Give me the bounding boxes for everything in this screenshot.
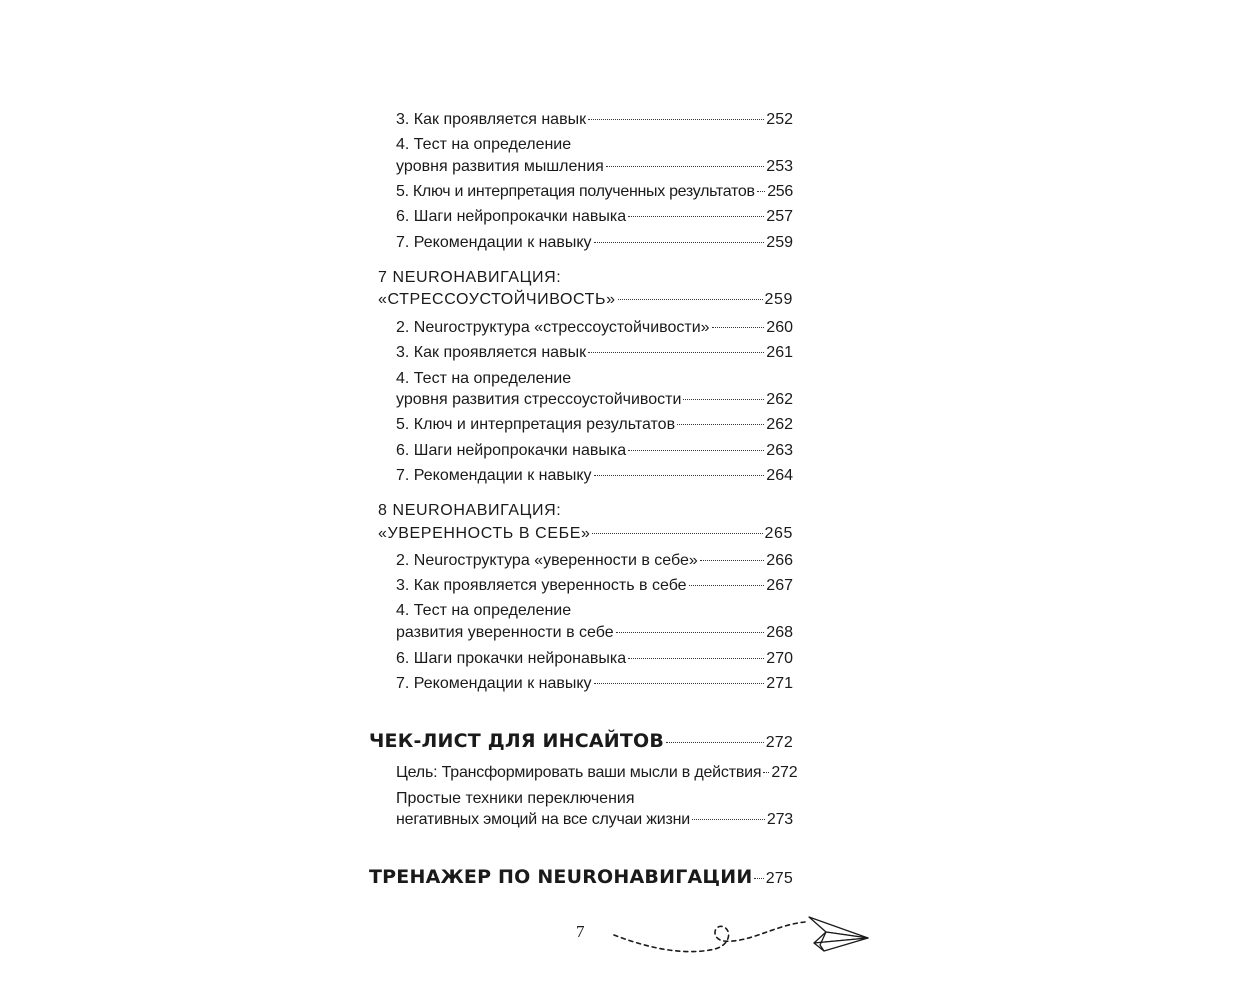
toc-entry[interactable] (396, 441, 793, 461)
toc-entry[interactable] (396, 182, 793, 202)
toc-entry-page: 272 (765, 734, 793, 751)
toc-entry-page: 272 (771, 764, 798, 781)
toc-entry[interactable] (396, 674, 793, 694)
toc-entry-title: 5. Ключ и интерпретация полученных результатов (396, 183, 755, 200)
toc-entry[interactable] (396, 810, 793, 830)
dot-leader (618, 299, 763, 300)
toc-entry-page: 262 (766, 391, 793, 408)
toc-chapter-entry[interactable] (369, 865, 793, 891)
toc-entry-page: 262 (766, 416, 793, 433)
toc-entry-title: уровня развития стрессоустойчивости (396, 391, 682, 408)
dot-leader (712, 327, 765, 328)
dot-leader (588, 352, 764, 353)
toc-entry[interactable] (396, 623, 793, 643)
toc-entry-title: 6. Шаги нейропрокачки навыка (396, 442, 627, 459)
dot-leader (754, 878, 763, 879)
dot-leader (757, 191, 766, 192)
toc-section-entry[interactable] (378, 524, 793, 544)
dot-leader (677, 424, 764, 425)
toc-entry-title: Цель: Трансформировать ваши мысли в действия (396, 764, 762, 781)
page-number: 7 (576, 922, 585, 941)
dot-leader (594, 475, 765, 476)
toc-entry-page: 273 (766, 811, 793, 828)
toc-entry-page: 253 (766, 158, 793, 175)
toc-entry-title-line1: 4. Тест на определение (396, 602, 572, 619)
toc-entry-title: уровня развития мышления (396, 158, 604, 175)
section-heading-line1: 8 NEURОНАВИГАЦИЯ: (378, 502, 562, 519)
dot-leader (683, 399, 764, 400)
paper-plane-icon (600, 905, 875, 970)
toc-chapter-title: ЧЕК-ЛИСТ ДЛЯ ИНСАЙТОВ (369, 730, 665, 752)
toc-entry[interactable] (396, 576, 793, 596)
dot-leader (628, 658, 764, 659)
toc-entry-page: 267 (766, 577, 793, 594)
toc-entry-title: 3. Как проявляется навык (396, 111, 587, 128)
dot-leader (588, 119, 764, 120)
toc-entry-page: 275 (765, 870, 793, 887)
toc-entry-title: 2. Neurоструктура «стрессоустойчивости» (396, 319, 710, 336)
dot-leader (692, 819, 765, 820)
dot-leader (606, 166, 764, 167)
dot-leader (700, 560, 764, 561)
toc-entry[interactable] (396, 110, 793, 130)
toc-entry-title: 7. Рекомендации к навыку (396, 675, 592, 692)
toc-chapter-title: ТРЕНАЖЕР ПО NEURОНАВИГАЦИИ (369, 866, 753, 888)
toc-entry-page: 265 (764, 525, 793, 542)
toc-entry-title: 3. Как проявляется навык (396, 344, 587, 361)
toc-entry-title: «СТРЕССОУСТОЙЧИВОСТЬ» (378, 291, 616, 308)
toc-entry-page: 261 (766, 344, 793, 361)
toc-entry[interactable] (396, 763, 798, 783)
toc-entry-title-line1: Простые техники переключения (396, 790, 635, 807)
toc-section-entry[interactable] (378, 290, 793, 310)
toc-entry-page: 263 (766, 442, 793, 459)
toc-entry-title: 6. Шаги нейропрокачки навыка (396, 208, 627, 225)
toc-entry-title: 7. Рекомендации к навыку (396, 467, 592, 484)
toc-entry-page: 257 (766, 208, 793, 225)
toc-entry[interactable] (396, 649, 793, 669)
toc-entry[interactable] (396, 390, 793, 410)
dot-leader (628, 216, 764, 217)
toc-entry-title: развития уверенности в себе (396, 624, 614, 641)
dot-leader (763, 772, 769, 773)
toc-entry-title: «УВЕРЕННОСТЬ В СЕБЕ» (378, 525, 591, 542)
toc-entry-page: 260 (766, 319, 793, 336)
toc-entry-title: 7. Рекомендации к навыку (396, 234, 592, 251)
dot-leader (592, 533, 762, 534)
toc-entry[interactable] (396, 207, 793, 227)
toc-entry-page: 268 (766, 624, 793, 641)
dot-leader (594, 683, 765, 684)
toc-chapter-entry[interactable] (369, 729, 793, 755)
toc-entry-title: 6. Шаги прокачки нейронавыка (396, 650, 627, 667)
toc-entry-title: 2. Neurоструктура «уверенности в себе» (396, 552, 698, 569)
toc-entry-page: 259 (766, 234, 793, 251)
dot-leader (689, 585, 765, 586)
toc-entry-page: 266 (766, 552, 793, 569)
toc-entry-title-line1: 4. Тест на определение (396, 136, 572, 153)
toc-entry-title-line1: 4. Тест на определение (396, 370, 572, 387)
toc-entry-page: 271 (766, 675, 793, 692)
toc-entry[interactable] (396, 233, 793, 253)
dot-leader (594, 242, 765, 243)
toc-entry-page: 259 (764, 291, 793, 308)
toc-entry-page: 256 (767, 183, 793, 200)
toc-entry[interactable] (396, 466, 793, 486)
toc-entry-title: негативных эмоций на все случаи жизни (396, 811, 691, 828)
toc-entry-page: 264 (766, 467, 793, 484)
toc-entry[interactable] (396, 157, 793, 177)
dot-leader (666, 742, 764, 743)
toc-entry-page: 252 (766, 111, 793, 128)
toc-entry-title: 5. Ключ и интерпретация результатов (396, 416, 676, 433)
toc-entry[interactable] (396, 415, 793, 435)
toc-entry-title: 3. Как проявляется уверенность в себе (396, 577, 687, 594)
toc-entry[interactable] (396, 318, 793, 338)
dot-leader (628, 450, 764, 451)
toc-entry[interactable] (396, 343, 793, 363)
toc-entry[interactable] (396, 551, 793, 571)
dot-leader (616, 632, 765, 633)
toc-entry-page: 270 (766, 650, 793, 667)
section-heading-line1: 7 NEURОНАВИГАЦИЯ: (378, 269, 562, 286)
